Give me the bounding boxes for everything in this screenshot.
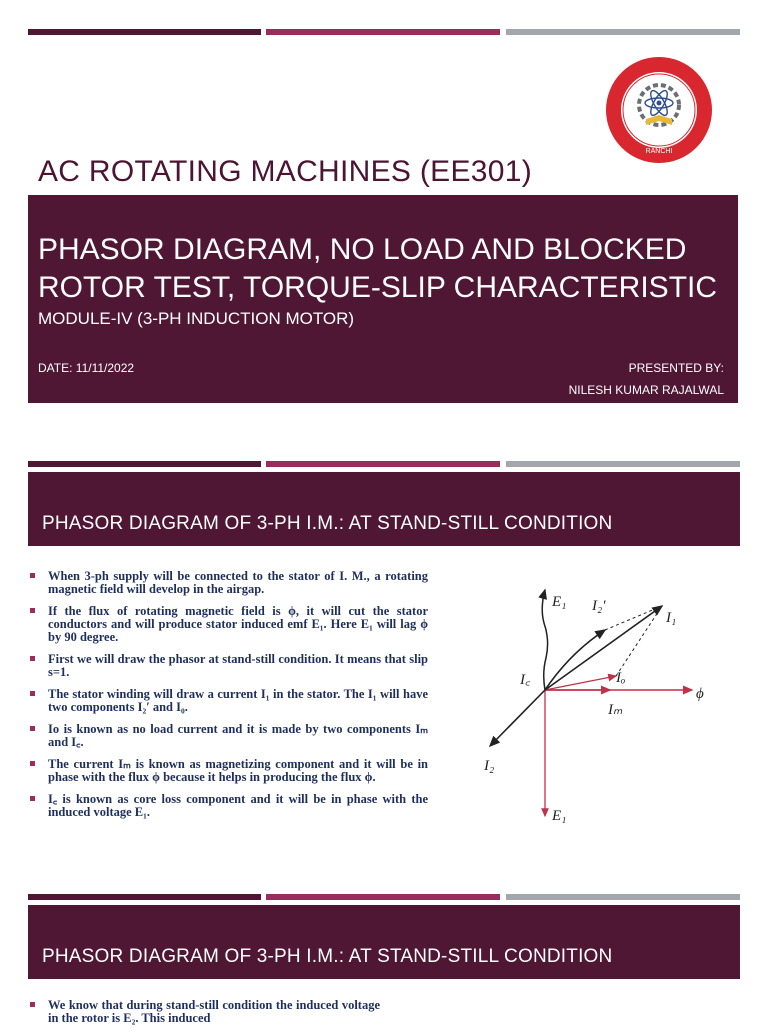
- stripe-grey: [506, 461, 740, 467]
- presentation-title: PHASOR DIAGRAM, NO LOAD AND BLOCKED ROTOR TEST, TORQUE-SLIP CHARACTERISTIC: [38, 233, 718, 304]
- slide3-bullet-list: [28, 999, 380, 1034]
- list-item: When 3-ph supply will be connected to the stator of I. M., a rotating magnetic field will develop in the airgap.: [28, 570, 428, 596]
- list-item: If the flux of rotating magnetic field is ϕ, it will cut the stator conductors and will produce stator induced emf E₁. Here E₁ will lag ϕ by 90 degree.: [28, 605, 428, 644]
- label-i2-prime: I₂′: [592, 598, 606, 614]
- stripe-maroon: [28, 894, 261, 900]
- top-stripes: [28, 29, 740, 35]
- label-e1-down: E₁: [552, 808, 567, 824]
- bit-mesra-logo: [604, 55, 714, 165]
- label-ic: I꜀: [520, 672, 531, 688]
- slide2-title-band: [28, 472, 740, 546]
- stripe-magenta: [266, 894, 500, 900]
- label-i1: I₁: [666, 610, 677, 626]
- label-e1-up: E₁: [552, 594, 567, 610]
- stripe-maroon: [28, 29, 261, 35]
- title-band: [28, 195, 738, 403]
- course-title: AC ROTATING MACHINES (EE301): [38, 155, 533, 188]
- list-item: We know that during stand-still condition the induced voltage in the rotor is E₂. This induced: [28, 999, 380, 1025]
- e1-up-phasor: [542, 590, 547, 690]
- stripe-maroon: [28, 461, 261, 467]
- label-i2: I₂: [484, 758, 495, 774]
- i2-prime-phasor: [545, 630, 605, 690]
- i1-phasor: [545, 606, 662, 690]
- slide3-title-band: [28, 905, 740, 979]
- label-io: Iₒ: [616, 670, 626, 686]
- i2-phasor: [490, 690, 545, 746]
- list-item: Io is known as no load current and it is made by two components Iₘ and I꜀.: [28, 723, 428, 749]
- stripe-grey: [506, 894, 740, 900]
- label-im: Iₘ: [608, 702, 623, 718]
- presentation-date: DATE: 11/11/2022: [38, 361, 135, 375]
- logo-ranchi: RANCHI: [645, 148, 673, 155]
- stripe-grey: [506, 29, 740, 35]
- label-phi: ϕ: [696, 686, 704, 702]
- list-item: The current Iₘ is known as magnetizing component and it will be in phase with the flux ϕ because it helps in producing the flux ϕ.: [28, 758, 428, 784]
- slide3-title: PHASOR DIAGRAM OF 3-PH I.M.: AT STAND-STILL CONDITION: [42, 946, 613, 967]
- presenter-name: NILESH KUMAR RAJALWAL: [568, 383, 724, 397]
- list-item: First we will draw the phasor at stand-still condition. It means that slip s=1.: [28, 653, 428, 679]
- stripe-magenta: [266, 461, 500, 467]
- slide2-stripes: [28, 461, 740, 467]
- module-subtitle: MODULE-IV (3-PH INDUCTION MOTOR): [38, 309, 355, 328]
- slide2-title: PHASOR DIAGRAM OF 3-PH I.M.: AT STAND-STILL CONDITION: [42, 513, 613, 534]
- list-item: I꜀ is known as core loss component and it will be in phase with the induced voltage E₁.: [28, 793, 428, 819]
- stripe-magenta: [266, 29, 500, 35]
- phasor-diagram: [470, 578, 740, 828]
- list-item: The stator winding will draw a current I₁ in the stator. The I₁ will have two components I₂′ and I₀.: [28, 688, 428, 714]
- slide3-stripes: [28, 894, 740, 900]
- slide2-bullet-list: [28, 570, 428, 828]
- presented-by-label: PRESENTED BY:: [628, 361, 724, 375]
